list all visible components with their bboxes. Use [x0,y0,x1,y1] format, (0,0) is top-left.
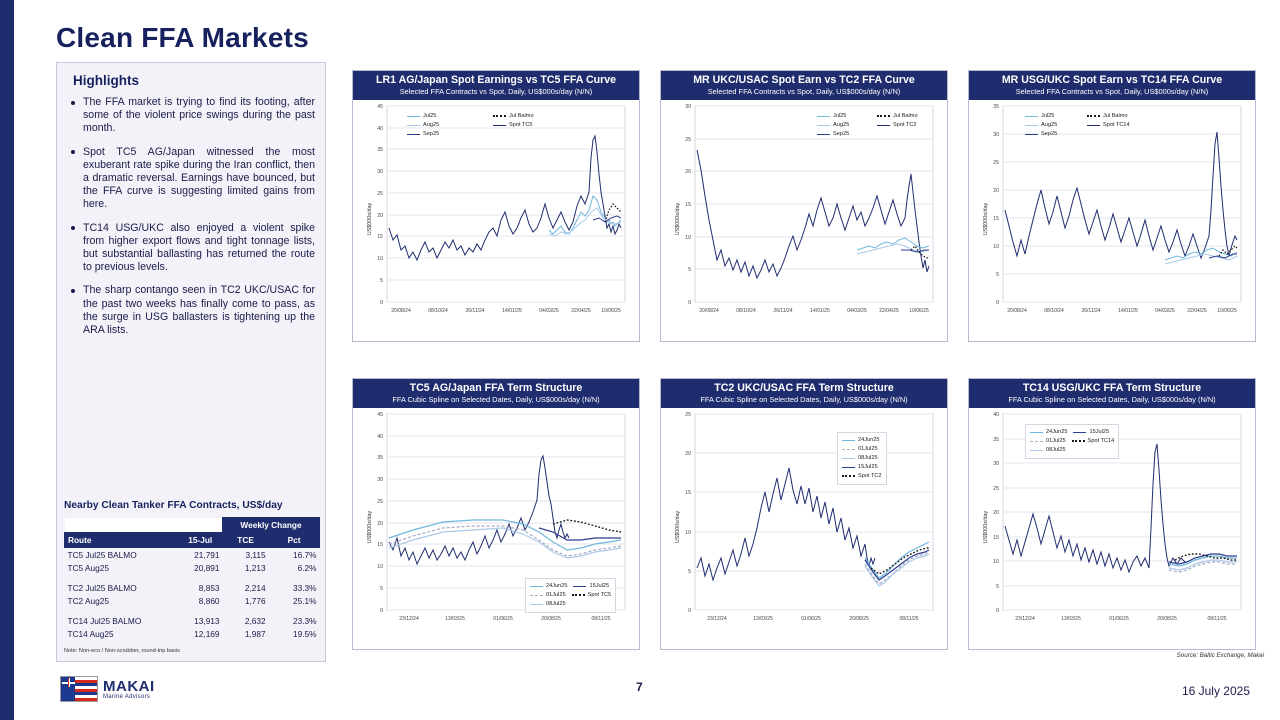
legend-label: Jul Balmo [893,113,918,119]
legend-swatch [1073,432,1086,433]
legend-swatch [817,116,830,117]
svg-text:5: 5 [996,272,999,278]
company-logo [60,676,155,702]
cell-value: 8,860 [198,595,220,606]
svg-text:04/03/25: 04/03/25 [539,308,559,314]
legend-label: Spot TC5 [509,122,533,128]
chart-plot-area [353,100,639,337]
page-date: 16 July 2025 [1181,684,1250,698]
svg-text:10/06/25: 10/06/25 [601,308,621,314]
legend-label: Jul Balmo [509,113,534,119]
svg-text:14/01/25: 14/01/25 [502,308,522,314]
cell-value: 12,169 [194,628,220,639]
legend-label: Spot TC14 [1103,122,1130,128]
legend-label: 24Jun25 [858,437,880,443]
svg-text:0: 0 [380,608,383,614]
list-item: The sharp contango seen in TC2 UKC/USAC for the past two weeks has finally come to pass, as the surge in USG ballasters is tightening up the ARA lists. [69,284,315,337]
svg-text:14/01/25: 14/01/25 [810,308,830,314]
legend-swatch [1025,125,1038,126]
cell-tce: 1,213 [244,562,266,573]
svg-text:08/11/25: 08/11/25 [1207,616,1227,622]
col-pct: Pct [269,533,320,548]
chart-legend [1025,424,1119,459]
legend-swatch [1087,115,1100,117]
chart-legend [837,432,887,485]
svg-text:15: 15 [993,216,999,222]
cell-tce: 2,632 [244,615,266,626]
legend-label: Sep25 [833,131,850,137]
svg-text:20: 20 [993,188,999,194]
y-axis-label: US$000s/day [983,510,990,543]
svg-text:22/04/25: 22/04/25 [879,308,899,314]
svg-text:20: 20 [685,169,691,175]
svg-text:14/01/25: 14/01/25 [1118,308,1138,314]
col-route: Route [65,533,178,548]
chart-card-lr1-ag-japan [352,70,640,342]
chart-subtitle: FFA Cubic Spline on Selected Dates, Daily, US$000s/day (N/N) [700,395,908,404]
chart-card-tc5-term [352,378,640,650]
chart-legend [525,578,616,613]
list-item: TC14 USG/UKC also enjoyed a violent spike from higher export flows and tight tonnage lists, but substantial ballasting has returned the route to previous levels. [69,222,315,275]
svg-text:25: 25 [377,191,383,197]
svg-text:20: 20 [377,521,383,527]
y-axis-label: US$000s/day [367,202,374,235]
chart-legend-2 [1087,112,1130,130]
chart-plot-area [969,100,1255,337]
svg-text:35: 35 [377,147,383,153]
svg-text:40: 40 [993,412,999,418]
svg-text:08/10/24: 08/10/24 [736,308,756,314]
chart-legend [817,112,849,139]
chart-subtitle: Selected FFA Contracts vs Spot, Daily, US$000s/day (N/N) [1015,87,1209,96]
svg-text:25: 25 [685,137,691,143]
legend-label: 15Jul25 [858,464,878,470]
legend-swatch [842,475,855,477]
svg-text:10: 10 [377,256,383,262]
chart-header [353,71,639,100]
svg-text:22/04/25: 22/04/25 [1187,308,1207,314]
chart-header [969,379,1255,408]
table-row [65,627,320,640]
legend-swatch [573,586,586,587]
highlights-list [67,96,315,337]
svg-text:35: 35 [377,455,383,461]
svg-text:0: 0 [996,608,999,614]
legend-swatch [842,440,855,441]
legend-swatch [877,115,890,117]
svg-text:5: 5 [688,267,691,273]
legend-label: 01Jul25 [1046,438,1066,444]
svg-text:20: 20 [993,510,999,516]
svg-text:20/08/25: 20/08/25 [1157,616,1177,622]
cell-tce: 3,115 [245,549,266,560]
svg-text:01/06/25: 01/06/25 [493,616,513,622]
logo-subtitle: Marine Advisors [103,693,151,700]
y-axis-label: US$000s/day [675,510,682,543]
cell-route: TC2 Aug25 [67,595,110,606]
chart-subtitle: FFA Cubic Spline on Selected Dates, Daily, US$000s/day (N/N) [1008,395,1216,404]
svg-text:08/11/25: 08/11/25 [591,616,611,622]
svg-text:0: 0 [688,300,691,306]
cell-pct: 6.2% [297,562,317,573]
legend-label: 01Jul25 [546,592,566,598]
legend-swatch [817,134,830,135]
chart-subtitle: Selected FFA Contracts vs Spot, Daily, US$000s/day (N/N) [399,87,593,96]
svg-text:15: 15 [993,535,999,541]
legend-label: Aug25 [833,122,850,128]
col-tce: TCE [223,533,269,548]
svg-text:35: 35 [993,437,999,443]
svg-text:10/06/25: 10/06/25 [1217,308,1237,314]
svg-text:13/03/25: 13/03/25 [445,616,465,622]
chart-card-mr-usg-ukc [968,70,1256,342]
legend-label: 08Jul25 [858,455,878,461]
ffa-contracts-table [64,517,320,640]
y-axis-label: US$000s/day [675,202,682,235]
legend-swatch [407,125,420,126]
flag-icon [60,676,98,702]
svg-text:10/06/25: 10/06/25 [909,308,929,314]
legend-label: 24Jun25 [546,583,568,589]
svg-text:30: 30 [377,477,383,483]
legend-swatch [842,458,855,459]
svg-text:13/03/25: 13/03/25 [753,616,773,622]
cell-route: TC5 Aug25 [67,562,110,573]
cell-value: 8,853 [198,582,220,593]
legend-label: Spot TC2 [858,473,882,479]
legend-swatch [1025,116,1038,117]
table-group-header-row [65,518,320,533]
legend-label: 08Jul25 [546,601,566,607]
cell-tce: 1,987 [244,628,266,639]
svg-text:26/11/24: 26/11/24 [773,308,793,314]
legend-swatch [407,134,420,135]
cell-pct: 16.7% [292,549,317,560]
cell-route: TC14 Aug25 [67,628,114,639]
svg-text:20/08/25: 20/08/25 [849,616,869,622]
svg-text:01/06/25: 01/06/25 [1109,616,1129,622]
legend-swatch [1072,440,1085,442]
svg-text:08/10/24: 08/10/24 [428,308,448,314]
svg-text:35: 35 [993,104,999,110]
cell-pct: 25.1% [292,595,317,606]
legend-swatch [493,115,506,117]
chart-header [969,71,1255,100]
chart-plot-area [353,408,639,645]
legend-label: Jul25 [423,113,437,119]
svg-text:04/03/25: 04/03/25 [847,308,867,314]
svg-text:0: 0 [688,608,691,614]
table-row [65,581,320,594]
legend-label: 08Jul25 [1046,447,1066,453]
cell-pct: 19.5% [292,628,317,639]
svg-text:23/12/24: 23/12/24 [707,616,727,622]
chart-card-tc14-term [968,378,1256,650]
svg-text:0: 0 [380,300,383,306]
svg-text:20/08/25: 20/08/25 [541,616,561,622]
chart-title: TC2 UKC/USAC FFA Term Structure [714,382,894,394]
legend-swatch [1030,432,1043,433]
svg-text:25: 25 [993,486,999,492]
svg-text:22/04/25: 22/04/25 [571,308,591,314]
svg-text:26/11/24: 26/11/24 [465,308,485,314]
svg-text:30: 30 [377,169,383,175]
svg-text:5: 5 [996,584,999,590]
svg-text:08/11/25: 08/11/25 [899,616,919,622]
legend-label: 24Jun25 [1046,429,1068,435]
list-item: The FFA market is trying to find its footing, after some of the violent price swings during the past month. [69,96,315,136]
chart-header [661,71,947,100]
legend-label: 15Jul25 [1089,429,1110,435]
legend-swatch [407,116,420,117]
svg-text:25: 25 [377,499,383,505]
table-row [65,594,320,607]
legend-label: Aug25 [1041,122,1058,128]
chart-legend-2 [493,112,534,130]
cell-tce: 2,214 [244,582,266,593]
chart-card-mr-ukc-usac [660,70,948,342]
y-axis-label: US$000s/day [367,510,374,543]
chart-legend-2 [877,112,918,130]
svg-text:40: 40 [377,126,383,132]
legend-swatch [530,586,543,587]
svg-text:5: 5 [688,569,691,575]
table-group-header: Weekly Change [223,518,320,533]
svg-text:01/06/25: 01/06/25 [801,616,821,622]
chart-title: TC14 USG/UKC FFA Term Structure [1022,382,1202,394]
legend-label: Spot TC14 [1087,438,1115,444]
svg-text:25: 25 [993,160,999,166]
chart-plot-area [969,408,1255,645]
highlights-heading: Highlights [73,73,139,88]
legend-label: Jul25 [833,113,847,119]
svg-text:08/10/24: 08/10/24 [1044,308,1064,314]
chart-legend [1025,112,1057,139]
svg-text:20/08/24: 20/08/24 [1007,308,1027,314]
cell-pct: 33.3% [292,582,317,593]
svg-text:26/11/24: 26/11/24 [1081,308,1101,314]
table-row [65,614,320,627]
svg-text:40: 40 [377,434,383,440]
legend-label: Aug25 [423,122,440,128]
chart-legend [407,112,439,139]
page-title: Clean FFA Markets [56,22,309,53]
logo-name: MAKAI [103,677,155,695]
legend-label: Jul Balmo [1103,113,1128,119]
svg-text:23/12/24: 23/12/24 [399,616,419,622]
legend-swatch [530,604,543,605]
table-row [65,548,320,562]
svg-text:10: 10 [685,235,691,241]
svg-text:45: 45 [377,104,383,110]
svg-text:10: 10 [685,530,691,536]
legend-label: 01Jul25 [858,446,878,452]
chart-card-tc2-term [660,378,948,650]
svg-text:20/08/24: 20/08/24 [699,308,719,314]
chart-plot-area [661,408,947,645]
svg-text:10: 10 [993,559,999,565]
svg-text:45: 45 [377,412,383,418]
svg-text:15: 15 [377,234,383,240]
chart-title: LR1 AG/Japan Spot Earnings vs TC5 FFA Curve [376,74,616,86]
svg-text:20/08/24: 20/08/24 [391,308,411,314]
cell-route: TC5 Jul25 BALMO [67,549,137,560]
cell-route: TC14 Jul25 BALMO [67,615,142,626]
chart-title: MR UKC/USAC Spot Earn vs TC2 FFA Curve [693,74,915,86]
svg-text:30: 30 [993,461,999,467]
svg-text:04/03/25: 04/03/25 [1155,308,1175,314]
svg-text:20: 20 [685,451,691,457]
col-date: 15-Jul [178,533,223,548]
cell-pct: 23.3% [292,615,317,626]
cell-route: TC2 Jul25 BALMO [67,582,137,593]
svg-text:30: 30 [685,104,691,110]
legend-swatch [530,595,543,596]
legend-label: Spot TC5 [587,592,612,598]
cell-value: 20,891 [194,562,220,573]
svg-text:23/12/24: 23/12/24 [1015,616,1035,622]
chart-title: MR USG/UKC Spot Earn vs TC14 FFA Curve [1001,74,1223,86]
svg-text:5: 5 [380,278,383,284]
svg-text:15: 15 [377,542,383,548]
legend-label: 15Jul25 [589,583,610,589]
legend-swatch [572,594,585,596]
chart-plot-area [661,100,947,337]
table-row [65,561,320,574]
svg-text:13/03/25: 13/03/25 [1061,616,1081,622]
chart-header [353,379,639,408]
svg-text:0: 0 [996,300,999,306]
svg-text:15: 15 [685,202,691,208]
chart-title: TC5 AG/Japan FFA Term Structure [409,382,583,394]
legend-label: Sep25 [1041,131,1058,137]
legend-swatch [493,125,506,126]
list-item: Spot TC5 AG/Japan witnessed the most exuberant rate spike during the Iran conflict, then a dramatic reversal. Earnings have bounced, but the FFA curve is suggesting limited gains from here. [69,146,315,212]
left-accent-bar [0,0,14,720]
legend-swatch [1025,134,1038,135]
table-header-row [65,533,320,548]
svg-text:30: 30 [993,132,999,138]
cell-value: 21,791 [194,549,220,560]
svg-text:15: 15 [685,490,691,496]
chart-subtitle: FFA Cubic Spline on Selected Dates, Daily, US$000s/day (N/N) [392,395,600,404]
legend-label: Jul25 [1041,113,1055,119]
legend-swatch [1030,441,1043,442]
table-note: Note: Non-eco / Non-scrubber, round-trip basis [64,648,180,654]
legend-swatch [817,125,830,126]
legend-swatch [1087,125,1100,126]
svg-text:20: 20 [377,213,383,219]
chart-subtitle: Selected FFA Contracts vs Spot, Daily, US$000s/day (N/N) [707,87,901,96]
legend-swatch [842,467,855,468]
page-number: 7 [636,680,643,694]
legend-swatch [1030,450,1043,451]
svg-text:25: 25 [685,412,691,418]
legend-label: Spot TC2 [893,122,917,128]
legend-swatch [877,125,890,126]
legend-swatch [842,449,855,450]
svg-text:10: 10 [377,564,383,570]
chart-header [661,379,947,408]
source-note: Source: Baltic Exchange, Makai [1176,652,1264,659]
ffa-table-title: Nearby Clean Tanker FFA Contracts, US$/day [64,500,283,511]
cell-tce: 1,776 [244,595,266,606]
y-axis-label: US$000s/day [983,202,990,235]
legend-label: Sep25 [423,131,440,137]
svg-text:5: 5 [380,586,383,592]
cell-value: 13,913 [194,615,220,626]
svg-text:10: 10 [993,244,999,250]
